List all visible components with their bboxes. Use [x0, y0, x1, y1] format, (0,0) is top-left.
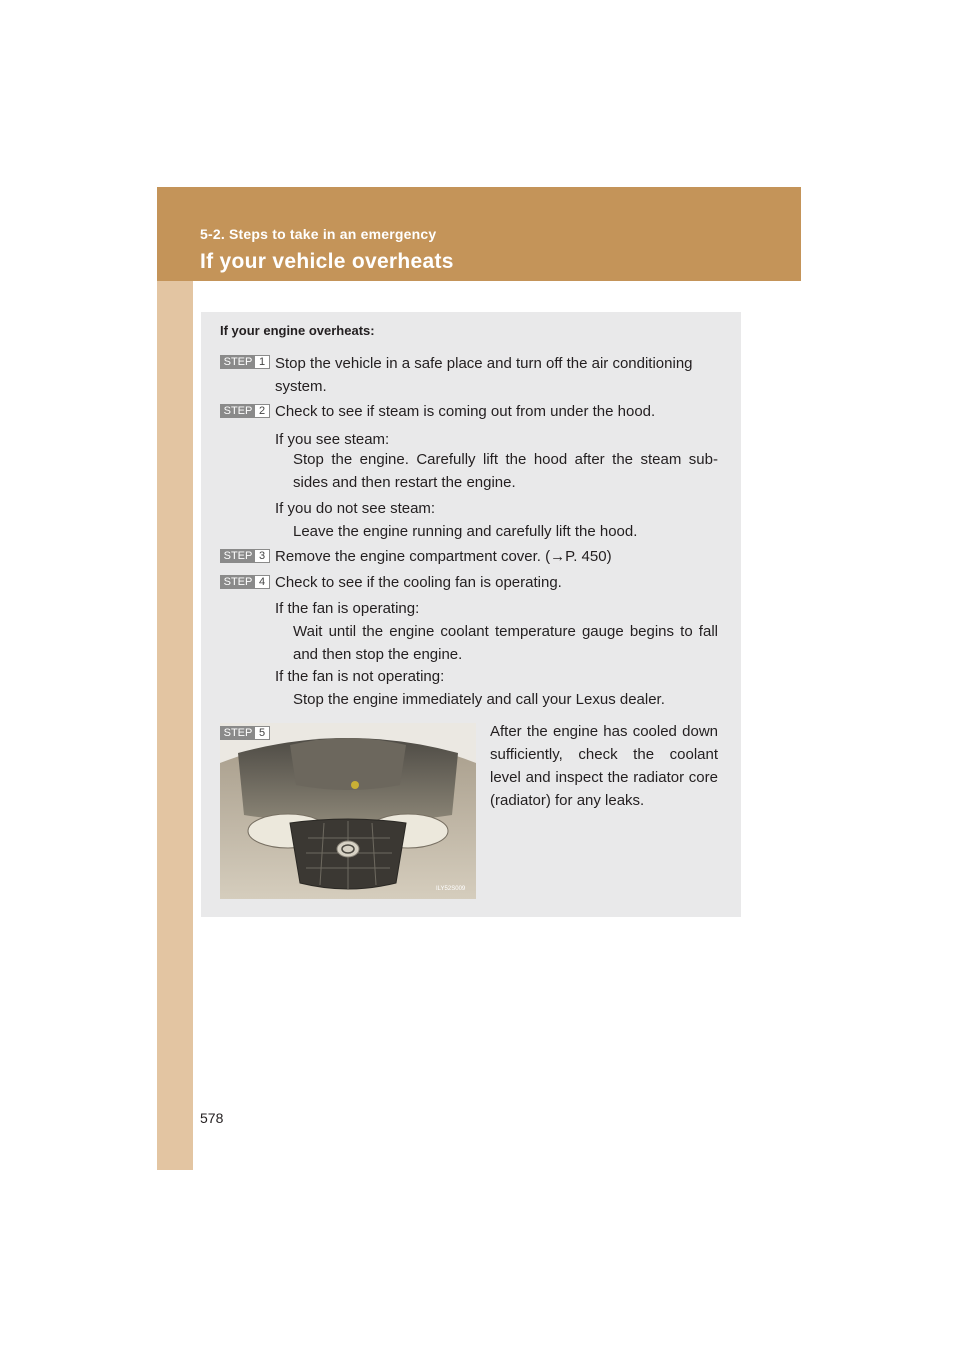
condition-text: Stop the engine. Carefully lift the hood after the steam sub-sides and then restart the engine. [293, 451, 718, 491]
section-label: 5-2. Steps to take in an emergency [200, 226, 437, 242]
step-1-badge [220, 355, 270, 369]
step-4-text: Check to see if the cooling fan is operating. [275, 574, 562, 591]
step-1-text: Stop the vehicle in a safe place and turn off the air conditioning system. [275, 355, 693, 395]
condition-label: If you see steam: [275, 431, 390, 448]
step-badge-word: STEP [221, 727, 255, 739]
step-badge-number: 5 [255, 727, 269, 739]
step-4-badge [220, 575, 270, 589]
page-number: 578 [200, 1110, 224, 1126]
step-badge-number: 3 [255, 550, 269, 562]
step-badge-number: 4 [255, 576, 269, 588]
step-badge-word: STEP [221, 550, 255, 562]
engine-compartment-illustration [220, 723, 476, 899]
condition-label: If you do not see steam: [275, 500, 436, 517]
condition-text: Wait until the engine coolant temperature gauge begins to fall and then stop the engine. [293, 623, 718, 663]
condition-label: If the fan is operating: [275, 600, 420, 617]
step-5-text: After the engine has cooled down sufficiently, check the coolant level and inspect the radiator core (radiator) for any leaks. [490, 723, 718, 809]
step-2-text: Check to see if steam is coming out from under the hood. [275, 403, 656, 420]
step-5-badge [220, 726, 270, 740]
step-2-badge [220, 404, 270, 418]
step-badge-word: STEP [221, 356, 255, 368]
step-3-badge [220, 549, 270, 563]
condition-text: Stop the engine immediately and call your Lexus dealer. [293, 691, 665, 708]
side-tab-strip [157, 187, 193, 1170]
step-badge-number: 1 [255, 356, 269, 368]
illustration-code: ILY52S009 [436, 886, 466, 892]
intro-heading: If your engine overheats: [220, 323, 375, 338]
condition-text: Leave the engine running and carefully lift the hood. [293, 523, 638, 540]
step-badge-number: 2 [255, 405, 269, 417]
step-3-text: Remove the engine compartment cover. (→P. 450) [275, 548, 612, 565]
page-title: If your vehicle overheats [200, 250, 454, 273]
condition-label: If the fan is not operating: [275, 668, 445, 685]
step-badge-word: STEP [221, 576, 255, 588]
step-badge-word: STEP [221, 405, 255, 417]
